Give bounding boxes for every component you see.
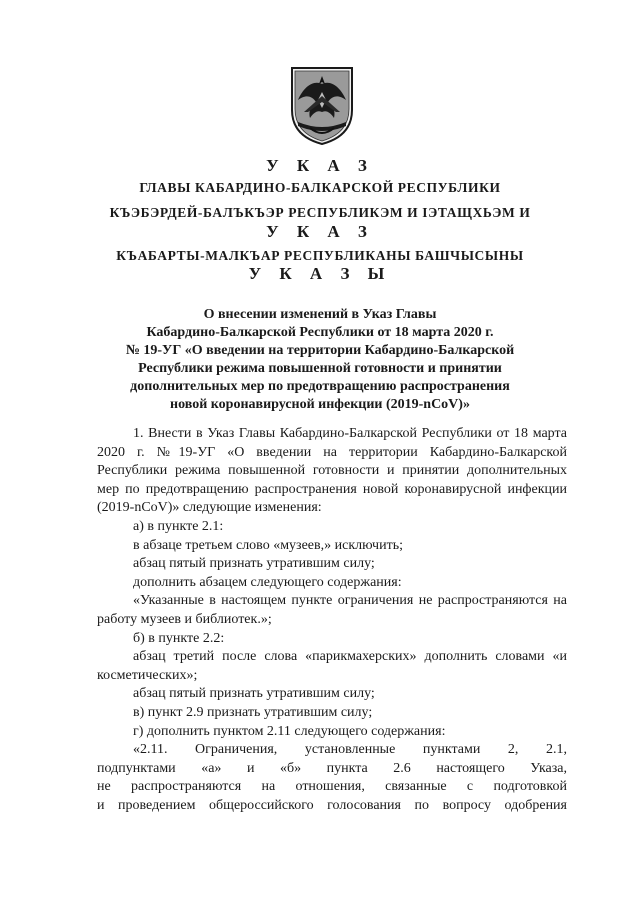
coat-of-arms-emblem bbox=[290, 66, 354, 146]
subitem-g: г) дополнить пунктом 2.11 следующего содержания: bbox=[133, 723, 446, 739]
quote-line-1: «2.11. Ограничения, установленные пунктами 2, 2.1, bbox=[133, 742, 567, 758]
subitem-b-line-1: абзац третий после слова «парикмахерских» дополнить словами «и косметических»; bbox=[97, 649, 567, 683]
decree-title-line: О внесении изменений в Указ Главы bbox=[203, 307, 437, 322]
head-title-balkar: КЪАБАРТЫ-МАЛКЪАР РЕСПУБЛИКАНЫ БАШЧЫСЫНЫ bbox=[116, 248, 524, 263]
subitem-a: а) в пункте 2.1: bbox=[133, 518, 224, 534]
decree-title-line: дополнительных мер по предотвращению распространения bbox=[130, 379, 510, 394]
subitem-a-line-1: в абзаце третьем слово «музеев,» исключить; bbox=[133, 537, 403, 553]
subitem-b: б) в пункте 2.2: bbox=[133, 630, 225, 646]
quote-line-2: подпунктами «а» и «б» пункта 2.6 настоящего Указа, bbox=[97, 760, 567, 776]
decree-title-line: Кабардино-Балкарской Республики от 18 марта 2020 г. bbox=[146, 325, 494, 340]
ukaz-heading-kabardian: У К А З bbox=[266, 222, 374, 241]
decree-title-line: Республики режима повышенной готовности и принятии bbox=[138, 361, 502, 376]
head-title-ru: ГЛАВЫ КАБАРДИНО-БАЛКАРСКОЙ РЕСПУБЛИКИ bbox=[139, 180, 501, 195]
ukaz-heading-ru: У К А З bbox=[266, 156, 374, 175]
quote-line-4: и проведением общероссийского голосования по вопросу одобрения bbox=[97, 797, 567, 813]
decree-title-line: новой коронавирусной инфекции (2019-nCoV)» bbox=[170, 397, 470, 412]
ukaz-heading-balkar: У К А З Ы bbox=[248, 264, 392, 283]
decree-title bbox=[100, 306, 540, 414]
subitem-v: в) пункт 2.9 признать утратившим силу; bbox=[133, 704, 373, 720]
subitem-b-line-2: абзац пятый признать утратившим силу; bbox=[133, 686, 375, 702]
quote-line-3: не распространяются на отношения, связанные с подготовкой bbox=[97, 779, 567, 795]
head-title-kabardian: КЪЭБЭРДЕЙ-БАЛЪКЪЭР РЕСПУБЛИКЭМ И ІЭТАЩХЬЭМ И bbox=[109, 205, 531, 220]
decree-title-line: № 19-УГ «О введении на территории Кабардино-Балкарской bbox=[125, 343, 515, 358]
subitem-a-line-3: дополнить абзацем следующего содержания: bbox=[133, 574, 402, 590]
decree-body bbox=[97, 425, 567, 815]
subitem-a-line-2: абзац пятый признать утратившим силу; bbox=[133, 556, 375, 572]
subitem-a-line-4: «Указанные в настоящем пункте ограничения не распространяются на работу музеев и библиотек.»; bbox=[97, 593, 567, 627]
paragraph-1: 1. Внести в Указ Главы Кабардино-Балкарской Республики от 18 марта 2020 г. №19-УГ «О введении на территории Кабардино-Балкарской Республики режима повышенной готовности и принятии дополнительных мер по предотвращению распространения новой коронавирусной инфекции (2019-nCoV)» следующие изменения: bbox=[97, 426, 567, 516]
